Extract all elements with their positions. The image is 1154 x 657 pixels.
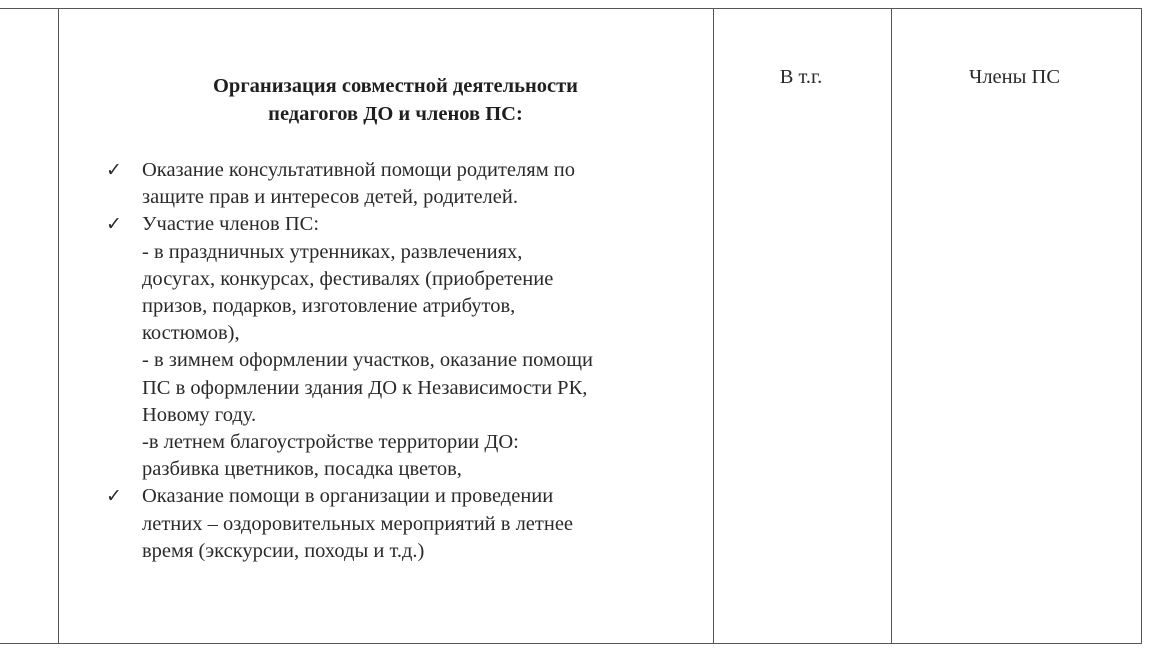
activity-cell bbox=[58, 0, 713, 657]
activity-list bbox=[58, 157, 713, 565]
item-line: - в зимнем оформлении участков, оказание помощи bbox=[142, 349, 594, 372]
item-line: ПС в оформлении здания ДО к Независимости РК, bbox=[142, 376, 588, 399]
checkmark-icon: ✓ bbox=[106, 485, 122, 508]
item-line: - в праздничных утренниках, развлечениях, bbox=[142, 240, 523, 263]
item-line: -в летнем благоустройстве территории ДО: bbox=[142, 431, 519, 454]
item-line: летних – оздоровительных мероприятий в летнее bbox=[142, 512, 574, 535]
item-line: время (экскурсии, походы и т.д.) bbox=[142, 539, 425, 562]
activity-heading bbox=[58, 72, 713, 128]
heading-line: Организация совместной деятельности bbox=[212, 75, 578, 97]
item-line: Новому году. bbox=[142, 403, 257, 426]
list-item bbox=[58, 483, 713, 565]
item-line: Участие членов ПС: bbox=[142, 213, 320, 236]
item-line: призов, подарков, изготовление атрибутов, bbox=[142, 295, 516, 318]
list-item bbox=[58, 157, 713, 211]
term-cell bbox=[713, 0, 891, 657]
item-line: досугах, конкурсах, фестивалях (приобретение bbox=[142, 267, 554, 290]
item-line: разбивка цветников, посадка цветов, bbox=[142, 458, 462, 481]
heading-line: педагогов ДО и членов ПС: bbox=[268, 103, 523, 125]
table-right-border bbox=[1141, 8, 1142, 644]
responsible-value: Члены ПС bbox=[969, 66, 1060, 88]
checkmark-icon: ✓ bbox=[106, 213, 122, 236]
item-line: костюмов), bbox=[142, 322, 240, 345]
responsible-cell bbox=[891, 0, 1141, 657]
item-line: Оказание консультативной помощи родителям по bbox=[142, 159, 576, 181]
checkmark-icon: ✓ bbox=[106, 159, 122, 181]
list-item bbox=[58, 211, 713, 483]
item-line: Оказание помощи в организации и проведении bbox=[142, 485, 554, 508]
item-line: защите прав и интересов детей, родителей. bbox=[142, 186, 518, 209]
term-value: В т.г. bbox=[779, 66, 823, 88]
